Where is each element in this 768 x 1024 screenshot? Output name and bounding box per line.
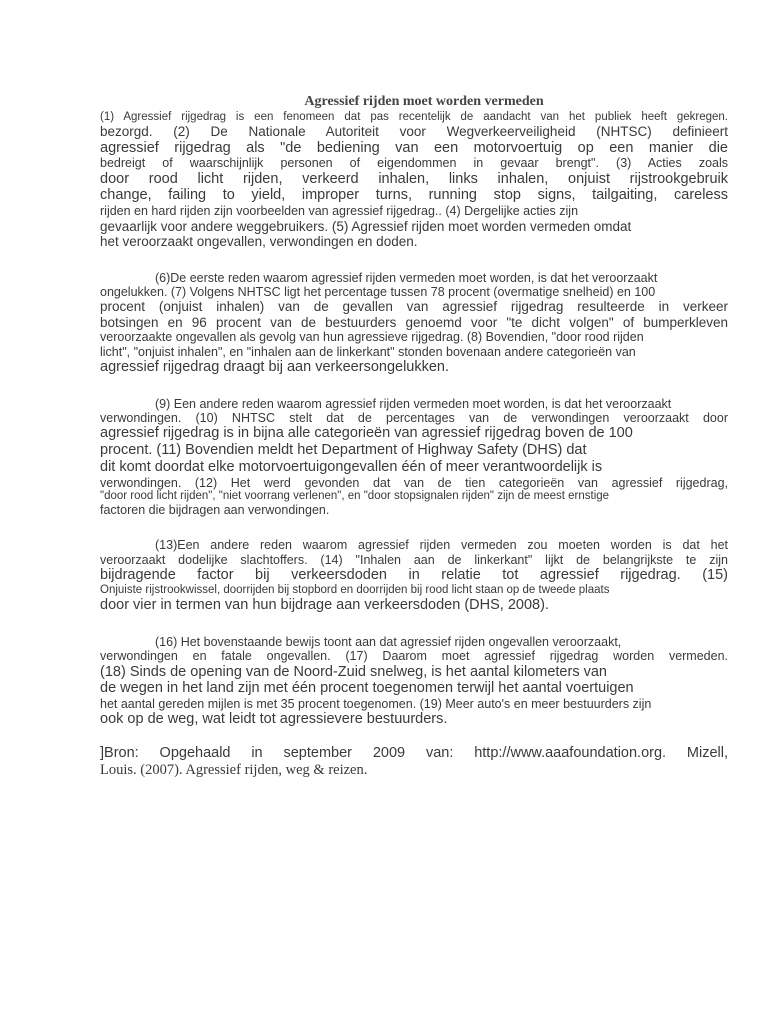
text-line: het veroorzaakt ongevallen, verwondingen en doden. bbox=[100, 234, 418, 250]
text-line: door vier in termen van hun bijdrage aan verkeersdoden (DHS, 2008). bbox=[100, 597, 549, 614]
text-line: licht", "onjuist inhalen", en "inhalen aan de linkerkant" stonden bovenaan andere categorieën van bbox=[100, 344, 636, 359]
text-line: agressief rijgedrag is in bijna alle categorieën van agressief rijgedrag boven de 100 bbox=[100, 425, 633, 442]
text-line: Onjuiste rijstrookwissel, doorrijden bij stopbord en doorrijden bij rood licht staan op de tweede plaats bbox=[100, 583, 610, 596]
text-line: het aantal gereden mijlen is met 35 procent toegenomen. (19) Meer auto's en meer bestuurders zijn bbox=[100, 696, 652, 711]
text-line: (13)Een andere reden waarom agressief rijden vermeden zou moeten worden is dat het bbox=[155, 538, 728, 553]
text-line: factoren die bijdragen aan verwondingen. bbox=[100, 503, 330, 518]
text-line: agressief rijgedrag draagt bij aan verkeersongelukken. bbox=[100, 359, 450, 376]
paragraph-4 bbox=[100, 538, 728, 613]
paragraph-3 bbox=[100, 397, 728, 518]
text-line: verwondingen. (12) Het werd gevonden dat van de tien categorieën van agressief rijgedrag, bbox=[100, 475, 728, 490]
text-line: bezorgd. (2) De Nationale Autoriteit voor Wegverkeerveiligheid (NHTSC) definieert bbox=[100, 124, 728, 140]
text-line: procent (onjuist inhalen) van de gevallen van agressief rijgedrag resulteerde in verkeer bbox=[100, 299, 728, 315]
paragraph-gap bbox=[100, 517, 728, 538]
text-line: (16) Het bovenstaande bewijs toont aan dat agressief rijden ongevallen veroorzaakt, bbox=[155, 634, 622, 649]
paragraph-gap bbox=[100, 614, 728, 635]
text-line: botsingen en 96 procent van de bestuurders genoemd voor "te dicht volgen" of bumperkleven bbox=[100, 314, 728, 330]
text-line: (1) Agressief rijgedrag is een fenomeen dat pas recentelijk de aandacht van het publiek heeft gekregen. bbox=[100, 111, 728, 123]
text-line: ook op de weg, wat leidt tot agressievere bestuurders. bbox=[100, 711, 448, 728]
text-line: de wegen in het land zijn met één procent toegenomen terwijl het aantal voertuigen bbox=[100, 680, 634, 697]
text-line: verwondingen. (10) NHTSC stelt dat de percentages van de verwondingen veroorzaakt door bbox=[100, 411, 728, 426]
text-line: bedreigt of waarschijnlijk personen of eigendommen in gevaar brengt". (3) Acties zoals bbox=[100, 156, 728, 171]
text-line: change, failing to yield, improper turns, running stop signs, tailgaiting, careless bbox=[100, 187, 728, 204]
text-line: procent. (11) Bovendien meldt het Department of Highway Safety (DHS) dat bbox=[100, 442, 587, 459]
text-line: agressief rijgedrag als "de bediening van een motorvoertuig op een manier die bbox=[100, 139, 728, 156]
text-line: veroorzaakt dodelijke slachtoffers. (14) "Inhalen aan de linkerkant" lijkt de belangrijkste te zijn bbox=[100, 552, 728, 567]
text-line: door rood licht rijden, verkeerd inhalen, links inhalen, onjuist rijstrookgebruik bbox=[100, 170, 728, 187]
text-line: dit komt doordat elke motorvoertuigongevallen één of meer verantwoordelijk is bbox=[100, 458, 603, 475]
paragraph-gap bbox=[100, 376, 728, 397]
text-line: (18) Sinds de opening van de Noord-Zuid snelweg, is het aantal kilometers van bbox=[100, 663, 607, 680]
text-line: bijdragende factor bij verkeersdoden in relatie tot agressief rijgedrag. (15) bbox=[100, 567, 728, 584]
source-citation bbox=[100, 745, 728, 778]
source-line: ]Bron: Opgehaald in september 2009 van: http://www.aaafoundation.org. Mizell, bbox=[100, 744, 728, 761]
text-line: ongelukken. (7) Volgens NHTSC ligt het percentage tussen 78 procent (overmatige snelheid) en 100 bbox=[100, 284, 656, 299]
paragraph-5 bbox=[100, 635, 728, 728]
paragraph-gap bbox=[100, 728, 728, 745]
paragraph-2 bbox=[100, 271, 728, 376]
source-line: Louis. (2007). Agressief rijden, weg & reizen. bbox=[100, 761, 368, 778]
text-line: "door rood licht rijden", "niet voorrang verlenen", en "door stopsignalen rijden" zijn de meest ernstige bbox=[100, 489, 610, 502]
text-line: veroorzaakte ongevallen als gevolg van hun agressieve rijgedrag. (8) Bovendien, "door rood rijden bbox=[100, 330, 644, 345]
document-title: Agressief rijden moet worden vermeden bbox=[304, 94, 544, 109]
text-line: gevaarlijk voor andere weggebruikers. (5) Agressief rijden moet worden vermeden omdat bbox=[100, 218, 632, 234]
text-line: rijden en hard rijden zijn voorbeelden van agressief rijgedrag.. (4) Dergelijke acties zijn bbox=[100, 204, 579, 219]
text-line: (9) Een andere reden waarom agressief rijden vermeden moet worden, is dat het veroorzaakt bbox=[155, 396, 672, 411]
paragraph-1 bbox=[100, 111, 728, 250]
document-page bbox=[100, 94, 728, 778]
text-line: (6)De eerste reden waarom agressief rijden vermeden moet worden, is dat het veroorzaakt bbox=[155, 270, 658, 285]
text-line: verwondingen en fatale ongevallen. (17) Daarom moet agressief rijgedrag worden vermeden. bbox=[100, 649, 728, 664]
paragraph-gap bbox=[100, 250, 728, 271]
